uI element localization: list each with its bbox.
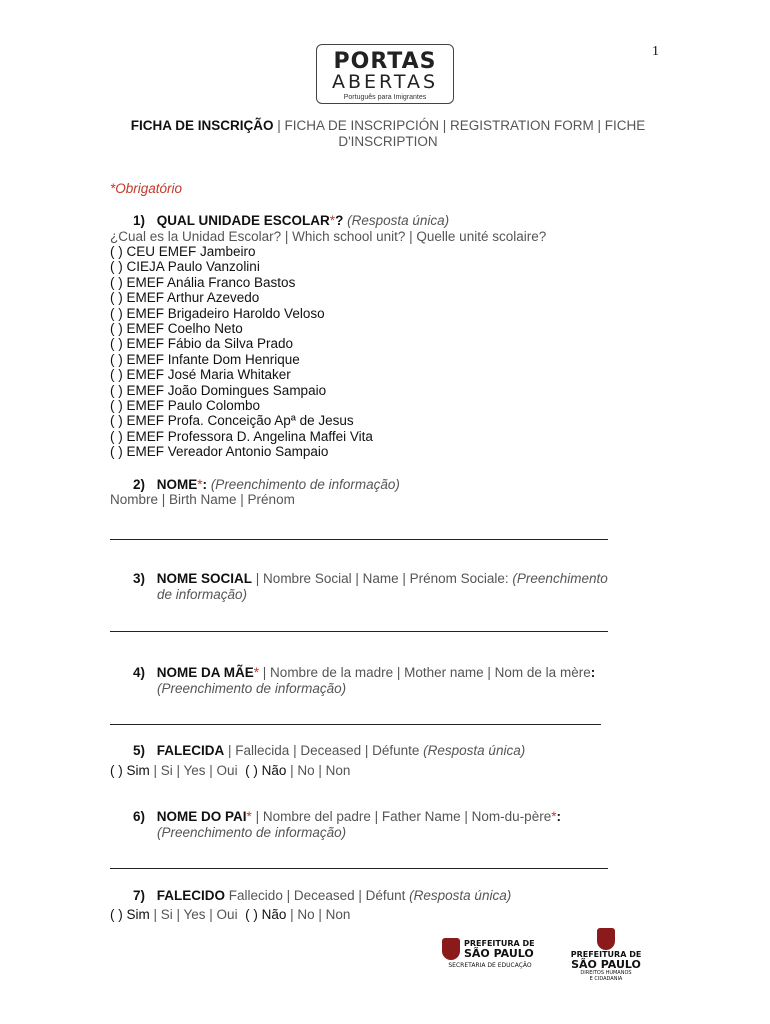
question-7 [133, 888, 511, 904]
q7-translations: Fallecido | Deceased | Défunt [225, 888, 410, 903]
required-note: *Obrigatório [110, 181, 183, 196]
q2-required-star: * [197, 477, 203, 492]
q4-number: 4) [133, 665, 146, 680]
q5-option-nao-translations: | No | Non [286, 763, 351, 778]
prefeitura-educacao-logo [442, 938, 538, 969]
q1-question-mark: ? [335, 213, 344, 228]
footer-left-line1: PREFEITURA DE [464, 939, 535, 948]
logo-line1: PORTAS [333, 49, 437, 74]
footer-left-line3: SECRETARIA DE EDUCAÇÃO [448, 962, 532, 969]
footer-left-line2: SÃO PAULO [464, 947, 534, 960]
q6-colon: : [556, 809, 561, 824]
q1-hint: (Resposta única) [347, 213, 450, 228]
q4-colon: : [590, 665, 596, 680]
q5-translations: | Fallecida | Deceased | Défunte [224, 743, 424, 758]
q1-required-star: * [329, 213, 336, 228]
q6-translations: | Nombre del padre | Father Name | Nom-du-père [251, 809, 552, 824]
q1-option[interactable]: ( ) CEU EMEF Jambeiro [110, 244, 256, 259]
logo-line2: ABERTAS [331, 71, 439, 93]
q3-hint-1: (Preenchimento [512, 571, 608, 586]
q7-hint: (Resposta única) [409, 888, 512, 903]
q7-option-sim[interactable]: ( ) Sim [110, 907, 150, 922]
q7-label: FALECIDO [156, 888, 226, 903]
q7-number: 7) [133, 888, 146, 903]
q5-option-sim-translations: | Si | Yes | Oui [149, 763, 238, 778]
q5-option-nao[interactable]: ( ) Não [245, 763, 287, 778]
question-3 [133, 571, 653, 587]
q2-label: NOME [156, 477, 198, 492]
q1-option[interactable]: ( ) EMEF Arthur Azevedo [110, 290, 260, 306]
q4-label: NOME DA MÃE [156, 665, 254, 680]
q1-number: 1) [133, 213, 146, 228]
q1-option[interactable]: ( ) EMEF Fábio da Silva Prado [110, 336, 294, 352]
q2-answer-line[interactable] [110, 539, 608, 540]
q7-option-nao-translations: | No | Non [286, 907, 351, 922]
q2-number: 2) [133, 477, 146, 492]
q7-option-sim-translations: | Si | Yes | Oui [149, 907, 238, 922]
question-5 [133, 743, 525, 759]
question-1 [133, 213, 449, 229]
q6-label: NOME DO PAI [156, 809, 247, 824]
q1-option[interactable]: ( ) EMEF José Maria Whitaker [110, 367, 291, 383]
q4-hint: (Preenchimento de informação) [157, 681, 347, 696]
footer-right-line1: PREFEITURA DE [570, 950, 642, 959]
q6-number: 6) [133, 809, 146, 824]
q5-option-sim[interactable]: ( ) Sim [110, 763, 150, 778]
footer-right-line4: E CIDADANIA [589, 976, 623, 982]
form-title-rest: | FICHA DE INSCRIPCIÓN | REGISTRATION FORM | FICHE D'INSCRIPTION [273, 118, 646, 149]
q1-option[interactable]: ( ) EMEF Paulo Colombo [110, 398, 261, 413]
q7-answers [110, 907, 350, 922]
q3-hint-2: de informação) [157, 587, 248, 602]
q3-translations: | Nombre Social | Name | Prénom Sociale: [252, 571, 513, 586]
logo-line3: Português para Imigrantes [343, 94, 427, 101]
sao-paulo-crest-icon-2 [597, 928, 615, 950]
q3-answer-line[interactable] [110, 631, 608, 632]
q1-option[interactable]: ( ) EMEF Profa. Conceição Apª de Jesus [110, 413, 354, 429]
q6-required-star: * [246, 809, 252, 824]
footer-right-line3: DIREITOS HUMANOS [580, 970, 632, 976]
q1-option[interactable]: ( ) EMEF Brigadeiro Haroldo Veloso [110, 305, 325, 321]
q1-option[interactable]: ( ) EMEF Coelho Neto [110, 321, 243, 336]
q5-number: 5) [133, 743, 146, 758]
question-2 [133, 477, 400, 493]
q6-hint: (Preenchimento de informação) [157, 825, 347, 840]
q1-subtitle: ¿Cual es la Unidad Escolar? | Which school unit? | Quelle unité scolaire? [110, 229, 547, 244]
q7-option-nao[interactable]: ( ) Não [245, 907, 287, 922]
sao-paulo-crest-icon [442, 938, 460, 960]
form-title [108, 118, 668, 150]
question-6 [133, 809, 561, 825]
q1-option[interactable]: ( ) EMEF Anália Franco Bastos [110, 274, 296, 290]
q1-option[interactable]: ( ) EMEF Vereador Antonio Sampaio [110, 444, 329, 460]
page-number: 1 [652, 44, 659, 59]
q1-label: QUAL UNIDADE ESCOLAR [156, 213, 330, 228]
form-title-bold: FICHA DE INSCRIÇÃO [130, 118, 274, 133]
q3-number: 3) [133, 571, 146, 586]
footer-right-line2: SÃO PAULO [571, 958, 641, 971]
q5-label: FALECIDA [156, 743, 225, 758]
q4-answer-line[interactable] [110, 724, 601, 725]
q4-translations: | Nombre de la madre | Mother name | Nom de la mère [259, 665, 591, 680]
q1-option[interactable]: ( ) EMEF Professora D. Angelina Maffei Vita [110, 428, 373, 444]
q1-option[interactable]: ( ) EMEF João Domingues Sampaio [110, 382, 327, 398]
q5-hint: (Resposta única) [423, 743, 526, 758]
q4-required-star: * [253, 665, 260, 680]
q2-colon: : [202, 477, 208, 492]
q6-required-star-2: * [551, 809, 557, 824]
question-4 [133, 665, 595, 681]
q3-label: NOME SOCIAL [156, 571, 253, 586]
q5-answers [110, 763, 350, 778]
portas-abertas-logo [316, 44, 454, 104]
q2-subtitle: Nombre | Birth Name | Prénom [110, 492, 295, 507]
q6-answer-line[interactable] [110, 868, 608, 869]
prefeitura-direitos-humanos-logo [566, 928, 646, 982]
q2-hint: (Preenchimento de informação) [210, 477, 400, 492]
q1-option[interactable]: ( ) CIEJA Paulo Vanzolini [110, 259, 260, 275]
q1-option[interactable]: ( ) EMEF Infante Dom Henrique [110, 351, 300, 367]
